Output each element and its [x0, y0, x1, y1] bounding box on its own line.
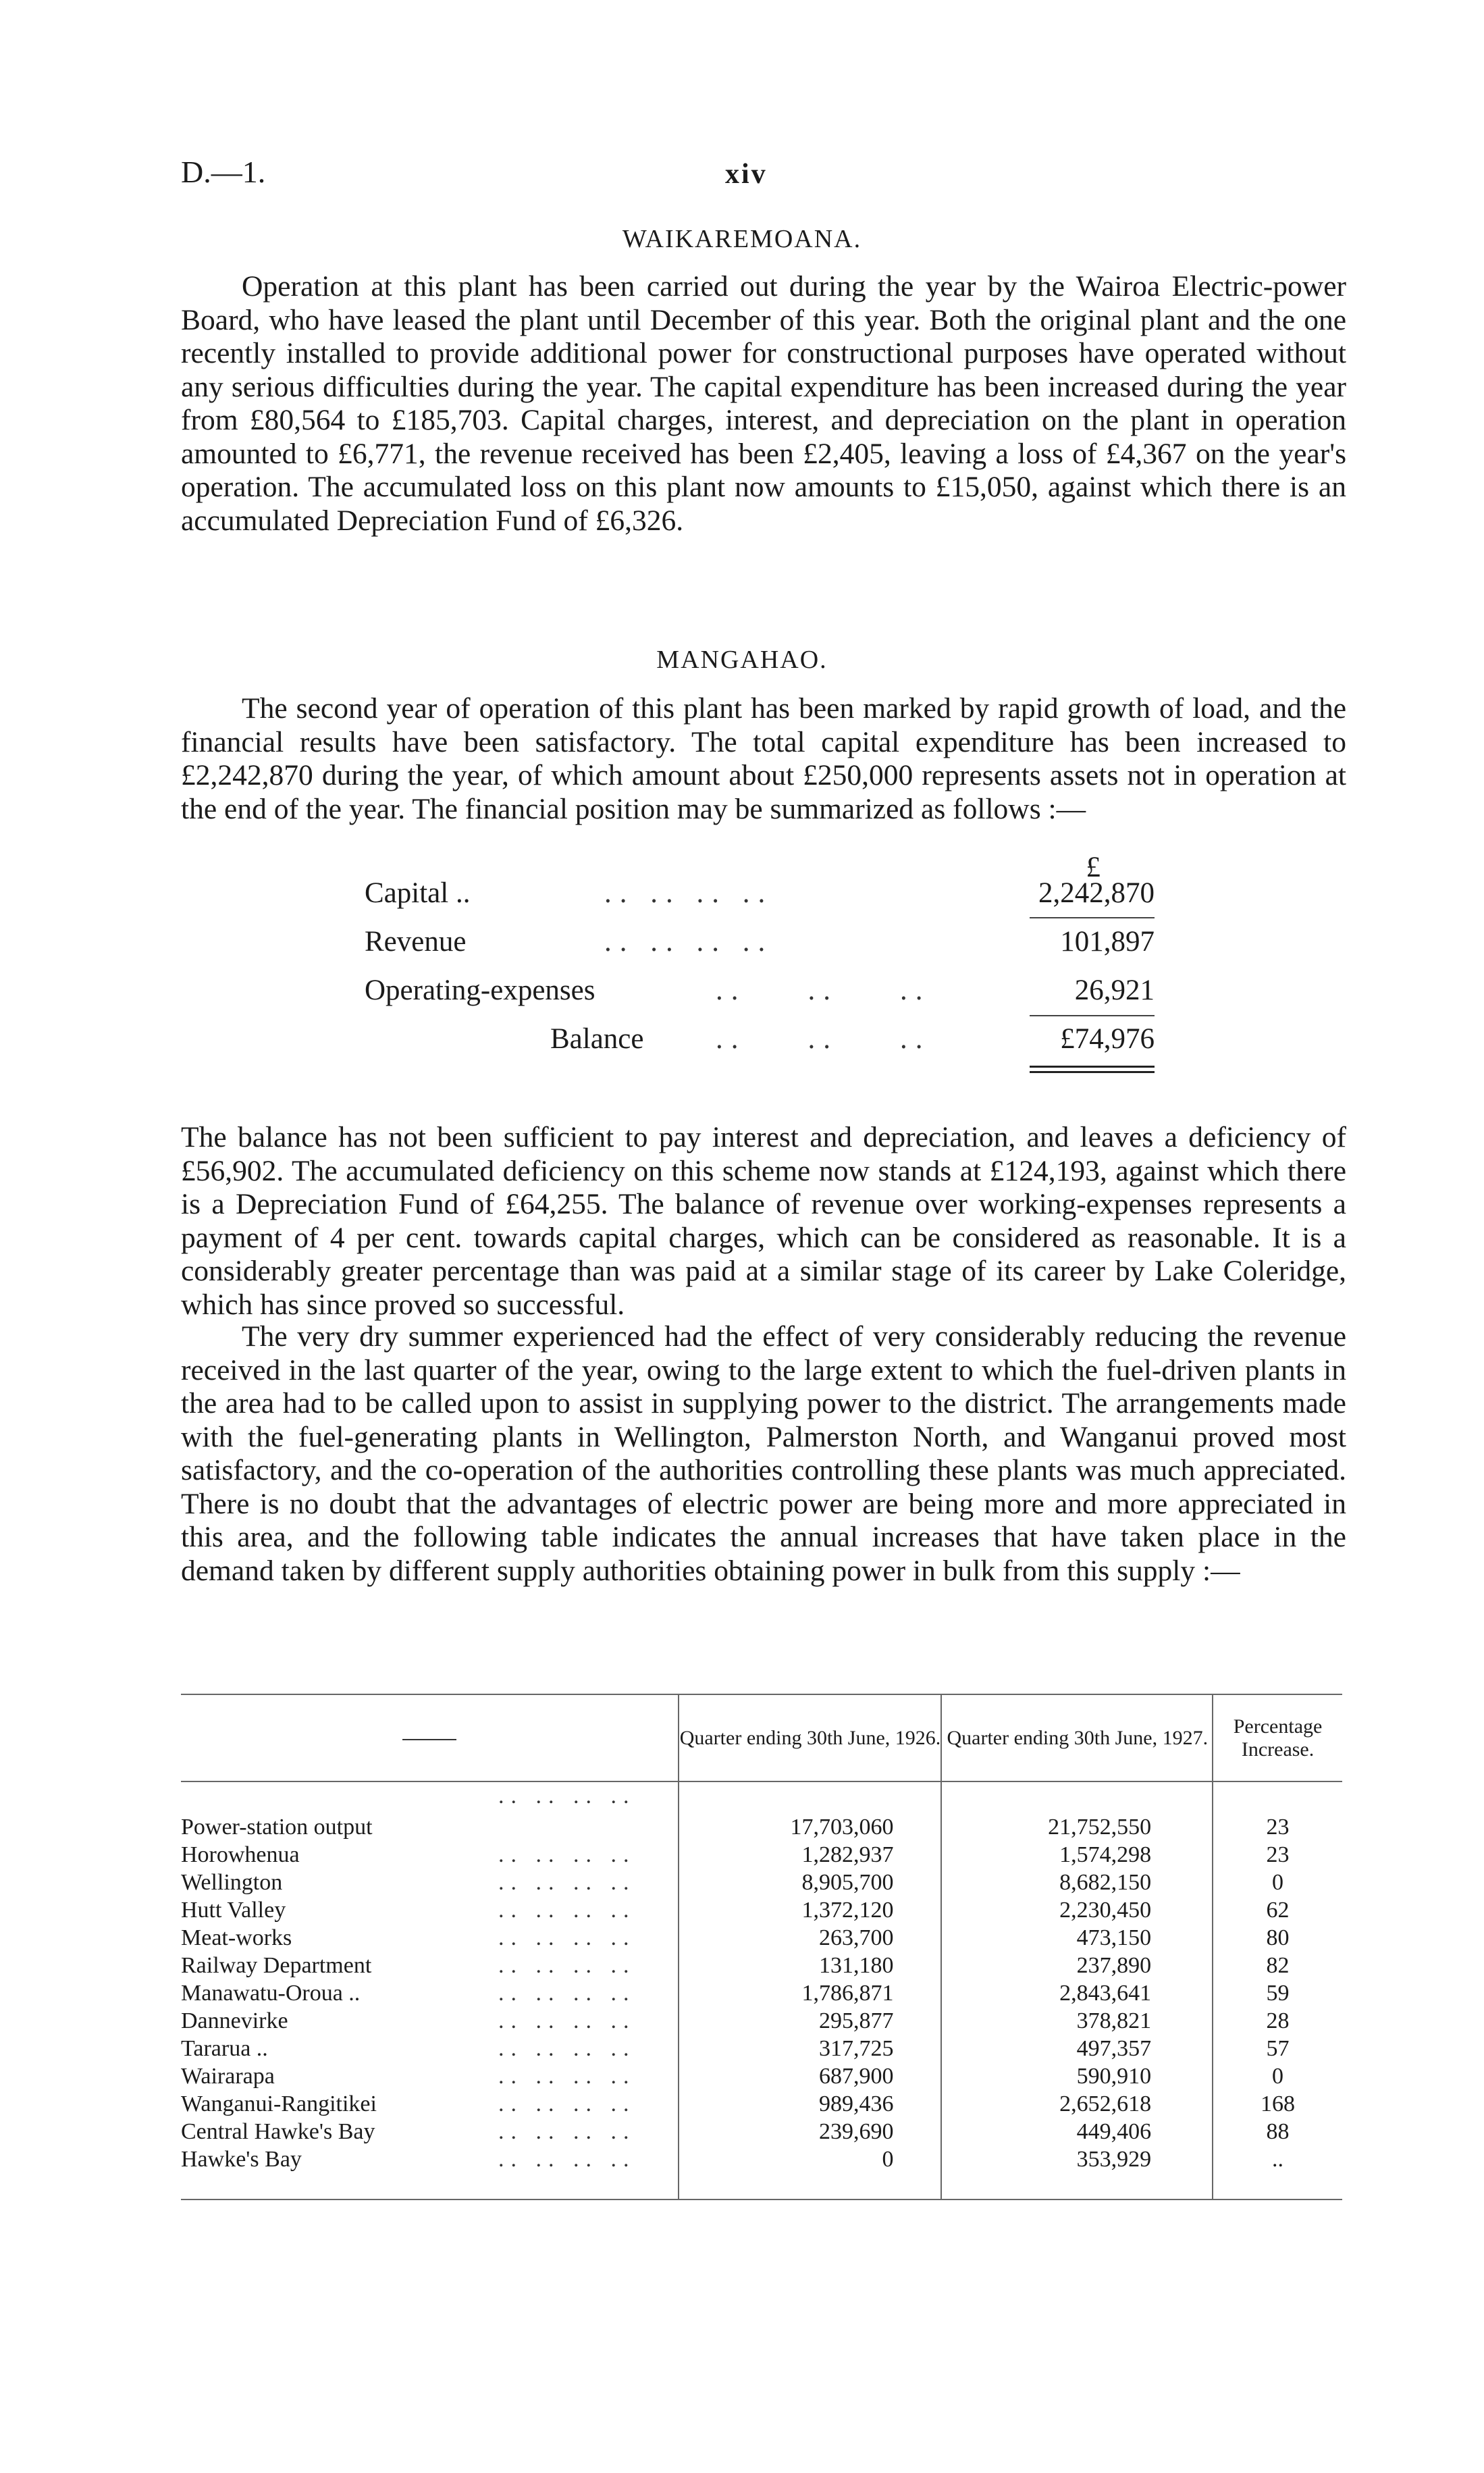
- authority-name: [181, 2090, 679, 2118]
- opex-value: 26,921: [1074, 974, 1155, 1006]
- authority-name: [181, 2062, 679, 2090]
- blank-dash: [402, 1739, 456, 1740]
- percentage-increase: 88: [1213, 2118, 1342, 2145]
- authority-label: Horowhenua: [181, 1842, 300, 1867]
- value-1926: 8,905,700: [679, 1869, 942, 1896]
- value-1927: 21,752,550: [941, 1781, 1213, 1841]
- dot-leader: .. .. .. ..: [498, 1870, 636, 1895]
- dot-leader: .. .. .. ..: [498, 1842, 636, 1867]
- value-1927: 1,574,298: [941, 1841, 1213, 1869]
- dot-leader: .. .. .. ..: [498, 1784, 636, 1808]
- table-row: [181, 1924, 1342, 1952]
- header-blank: [181, 1694, 679, 1781]
- page-header: [0, 154, 1484, 201]
- authority-label: Dannevirke: [181, 2008, 288, 2033]
- currency-heading: £: [1086, 852, 1101, 883]
- dot-leader: .. .. .. ..: [604, 877, 774, 909]
- authority-name: [181, 2145, 679, 2199]
- financial-summary: [365, 852, 1155, 1071]
- value-1926: 131,180: [679, 1952, 942, 1979]
- value-1927: 378,821: [941, 2007, 1213, 2035]
- percentage-increase: 80: [1213, 1924, 1342, 1952]
- value-1926: 0: [679, 2145, 942, 2199]
- table-row: [181, 2118, 1342, 2145]
- authority-name: [181, 2035, 679, 2062]
- total-double-rule: [1030, 1066, 1155, 1073]
- financial-row-balance: [365, 1022, 1155, 1071]
- paragraph-waikaremoana: Operation at this plant has been carried out during the year by the Wairoa Electric-power Board, who have leased the plant until December of this year. Both the original plant and the one recently installed to provide additional power for constructional purposes have operated without any serious difficulties during the year. The capital expenditure has been increased during the year from £80,564 to £185,703. Capital charges, interest, and depreciation on the plant in operation amounted to £6,771, the revenue received has been £2,405, leaving a loss of £4,367 on the year's operation. The accumulated loss on this plant now amounts to £15,050, against which there is an accumulated Depreciation Fund of £6,326.: [181, 270, 1346, 537]
- table-row: [181, 2035, 1342, 2062]
- dot-leader: .. .. ..: [716, 1023, 931, 1055]
- dot-leader: .. .. .. ..: [498, 2036, 636, 2061]
- dot-leader: .. .. .. ..: [498, 2147, 636, 2172]
- value-1926: 263,700: [679, 1924, 942, 1952]
- value-1926: 989,436: [679, 2090, 942, 2118]
- sum-rule: [1030, 917, 1155, 918]
- value-1927: 237,890: [941, 1952, 1213, 1979]
- table-row: [181, 1781, 1342, 1841]
- value-1926: 239,690: [679, 2118, 942, 2145]
- authority-label: Hutt Valley: [181, 1898, 286, 1923]
- percentage-increase: 23: [1213, 1781, 1342, 1841]
- table-header-row: [181, 1694, 1342, 1781]
- percentage-increase: 168: [1213, 2090, 1342, 2118]
- capital-value: 2,242,870: [1038, 877, 1155, 909]
- dot-leader: .. .. .. ..: [498, 2091, 636, 2116]
- section-heading-mangahao: MANGAHAO.: [656, 646, 828, 674]
- percentage-increase: ..: [1213, 2145, 1342, 2199]
- percentage-increase: 57: [1213, 2035, 1342, 2062]
- table-row: [181, 2062, 1342, 2090]
- value-1926: 317,725: [679, 2035, 942, 2062]
- value-1927: 497,357: [941, 2035, 1213, 2062]
- value-1927: 2,843,641: [941, 1979, 1213, 2007]
- opex-label: Operating-expenses: [365, 974, 595, 1006]
- authority-name: [181, 1979, 679, 2007]
- authority-name: [181, 1841, 679, 1869]
- header-percentage: Percentage Increase.: [1213, 1694, 1342, 1781]
- dot-leader: .. .. .. ..: [498, 1953, 636, 1978]
- value-1926: 1,282,937: [679, 1841, 942, 1869]
- dot-leader: .. .. .. ..: [498, 2119, 636, 2144]
- authority-name: [181, 1869, 679, 1896]
- authority-label: Wellington: [181, 1870, 283, 1895]
- value-1926: 1,372,120: [679, 1896, 942, 1924]
- value-1927: 353,929: [941, 2145, 1213, 2199]
- value-1927: 590,910: [941, 2062, 1213, 2090]
- authority-label: Tararua ..: [181, 2036, 268, 2061]
- percentage-increase: 23: [1213, 1841, 1342, 1869]
- dot-leader: .. .. .. ..: [498, 2008, 636, 2033]
- table-row: [181, 1979, 1342, 2007]
- paragraph-mangahao-intro: The second year of operation of this plant has been marked by rapid growth of load, and the financial results have been satisfactory. The total capital expenditure has been increased to £2,242,870 during the year, of which amount about £250,000 represents assets not in operation at the end of the year. The financial position may be summarized as follows :—: [181, 692, 1346, 825]
- table-row: [181, 1952, 1342, 1979]
- header-q1: Quarter ending 30th June, 1926.: [679, 1694, 942, 1781]
- supply-demand-table: [181, 1694, 1342, 2200]
- document-reference: D.—1.: [181, 155, 266, 189]
- percentage-increase: 62: [1213, 1896, 1342, 1924]
- balance-label: Balance: [550, 1023, 644, 1055]
- value-1926: 17,703,060: [679, 1781, 942, 1841]
- value-1926: 295,877: [679, 2007, 942, 2035]
- section-heading-waikaremoana: WAIKAREMOANA.: [622, 225, 862, 253]
- paragraph-mangahao-dry-summer: The very dry summer experienced had the effect of very considerably reducing the revenue received in the last quarter of the year, owing to the large extent to which the fuel-driven plants in the area had to be called upon to assist in supplying power to the district. The arrangements made with the fuel-generating plants in Wellington, Palmerston North, and Wanganui proved most satisfactory, and the co-operation of the authorities controlling these plants was much appreciated. There is no doubt that the advantages of electric power are being more and more appreciated in this area, and the following table indicates the annual increases that have taken place in the demand taken by different supply authorities obtaining power in bulk from this supply :—: [181, 1320, 1346, 1587]
- revenue-label: Revenue: [365, 926, 467, 958]
- percentage-increase: 59: [1213, 1979, 1342, 2007]
- dot-leader: .. .. ..: [716, 974, 931, 1006]
- balance-value: £74,976: [1060, 1023, 1155, 1055]
- financial-row-revenue: [365, 925, 1155, 974]
- table-row: [181, 1896, 1342, 1924]
- value-1927: 449,406: [941, 2118, 1213, 2145]
- authority-name: [181, 2007, 679, 2035]
- revenue-value: 101,897: [1060, 926, 1155, 958]
- authority-label: Meat-works: [181, 1925, 292, 1950]
- percentage-increase: 82: [1213, 1952, 1342, 1979]
- authority-name: [181, 2118, 679, 2145]
- paragraph-mangahao-deficiency: The balance has not been sufficient to pay interest and depreciation, and leaves a deficiency of £56,902. The accumulated deficiency on this scheme now stands at £124,193, against which there is a Depreciation Fund of £64,255. The balance of revenue over working-expenses represents a payment of 4 per cent. towards capital charges, which can be considered as reasonable. It is a considerably greater percentage than was paid at a similar stage of its career by Lake Coleridge, which has since proved so successful.: [181, 1121, 1346, 1321]
- authority-name: [181, 1924, 679, 1952]
- value-1926: 1,786,871: [679, 1979, 942, 2007]
- value-1927: 2,652,618: [941, 2090, 1213, 2118]
- percentage-increase: 28: [1213, 2007, 1342, 2035]
- authority-name: [181, 1952, 679, 1979]
- value-1927: 2,230,450: [941, 1896, 1213, 1924]
- authority-label: Wairarapa: [181, 2064, 275, 2089]
- sum-rule: [1030, 1015, 1155, 1016]
- authority-label: Hawke's Bay: [181, 2147, 302, 2172]
- table-row: [181, 1869, 1342, 1896]
- table-row: [181, 1841, 1342, 1869]
- table-body: [181, 1781, 1342, 2199]
- authority-label: Manawatu-Oroua ..: [181, 1981, 361, 2006]
- table-row: [181, 2145, 1342, 2199]
- table-row: [181, 2007, 1342, 2035]
- percentage-increase: 0: [1213, 1869, 1342, 1896]
- authority-name: [181, 1781, 679, 1841]
- dot-leader: .. .. .. ..: [498, 1981, 636, 2006]
- value-1927: 8,682,150: [941, 1869, 1213, 1896]
- authority-label: Central Hawke's Bay: [181, 2119, 375, 2144]
- dot-leader: .. .. .. ..: [498, 1898, 636, 1923]
- dot-leader: .. .. .. ..: [498, 1925, 636, 1950]
- page-number: xiv: [725, 159, 768, 190]
- dot-leader: .. .. .. ..: [604, 926, 774, 958]
- dot-leader: .. .. .. ..: [498, 2064, 636, 2089]
- authority-label: Railway Department: [181, 1953, 372, 1978]
- capital-label: Capital ..: [365, 877, 471, 909]
- header-q2: Quarter ending 30th June, 1927.: [941, 1694, 1213, 1781]
- authority-label: Power-station output: [181, 1815, 373, 1840]
- authority-name: [181, 1896, 679, 1924]
- table-row: [181, 2090, 1342, 2118]
- value-1927: 473,150: [941, 1924, 1213, 1952]
- value-1926: 687,900: [679, 2062, 942, 2090]
- authority-label: Wanganui-Rangitikei: [181, 2091, 377, 2116]
- percentage-increase: 0: [1213, 2062, 1342, 2090]
